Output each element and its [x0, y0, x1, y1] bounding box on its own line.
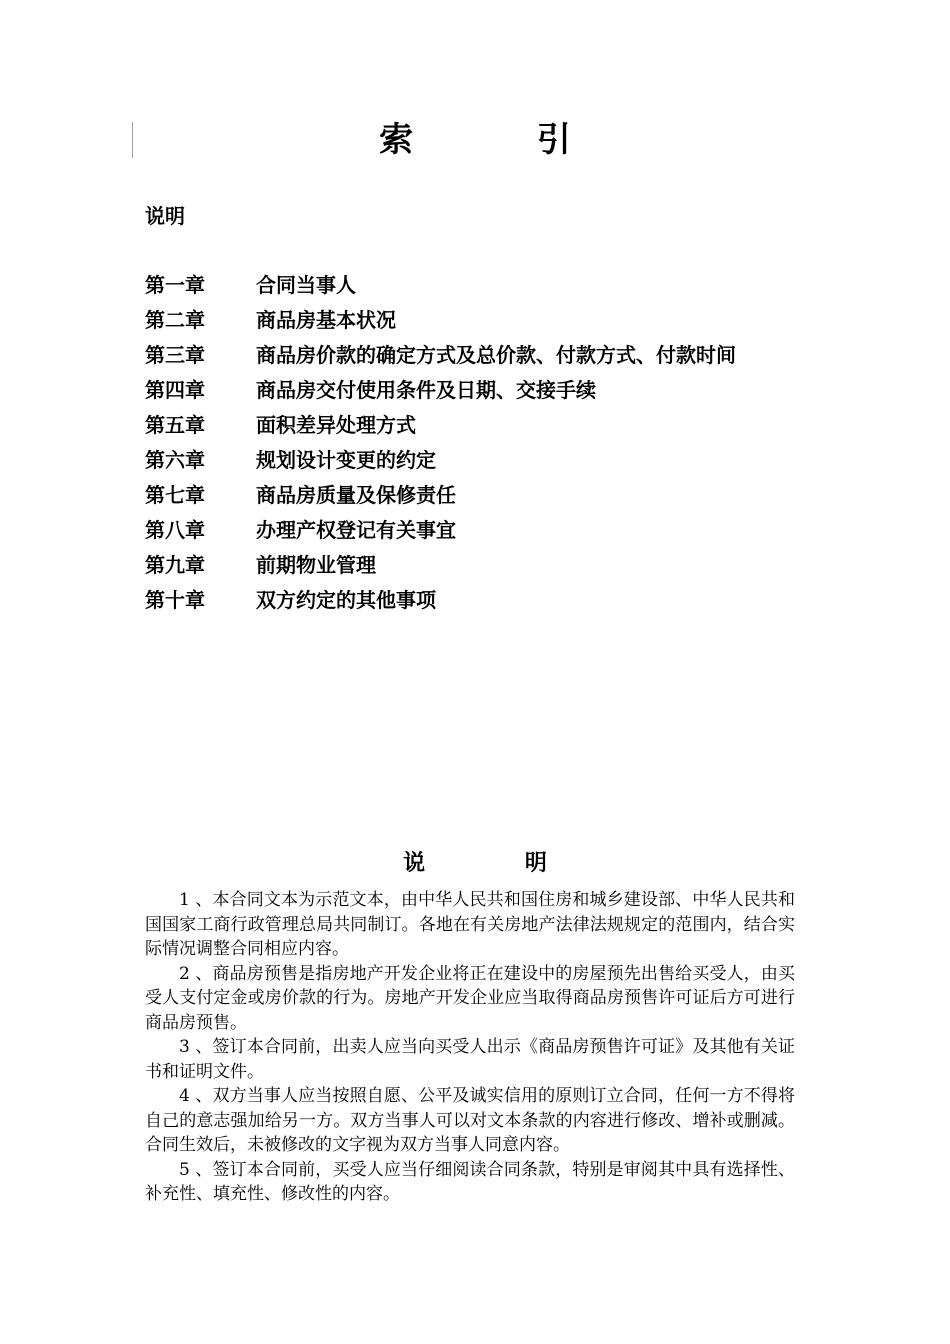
chapter-title: 商品房价款的确定方式及总价款、付款方式、付款时间 — [256, 343, 736, 367]
chapter-number: 第四章 — [145, 378, 205, 402]
note-paragraph-3: 3 、签订本合同前，出卖人应当向买受人出示《商品房预售许可证》及其他有关证书和证明文件。 — [145, 1037, 795, 1082]
chapter-number: 第七章 — [145, 483, 205, 507]
toc-item-explanation[interactable]: 说明 — [145, 204, 185, 228]
chapter-title: 商品房基本状况 — [256, 308, 396, 332]
chapter-number: 第二章 — [145, 308, 205, 332]
chapter-title: 面积差异处理方式 — [256, 413, 416, 437]
chapter-number: 第三章 — [145, 343, 205, 367]
note-paragraph-2: 2 、商品房预售是指房地产开发企业将正在建设中的房屋预先出售给买受人，由买受人支付定金或房价款的行为。房地产开发企业应当取得商品房预售许可证后方可进行商品房预售。 — [145, 963, 795, 1033]
note-paragraph-5: 5 、签订本合同前，买受人应当仔细阅读合同条款，特别是审阅其中具有选择性、补充性、填充性、修改性的内容。 — [145, 1159, 795, 1204]
chapter-number: 第五章 — [145, 413, 205, 437]
chapter-number: 第六章 — [145, 448, 205, 472]
toc-item-chapter-4[interactable] — [145, 375, 736, 410]
toc-item-chapter-8[interactable] — [145, 515, 736, 550]
toc-item-chapter-7[interactable] — [145, 480, 736, 515]
toc-item-chapter-5[interactable] — [145, 410, 736, 445]
chapter-number: 第十章 — [145, 588, 205, 612]
note-paragraph-1: 1 、本合同文本为示范文本，由中华人民共和国住房和城乡建设部、中华人民共和国国家工商行政管理总局共同制订。各地在有关房地产法律法规规定的范围内，结合实际情况调整合同相应内容。 — [145, 890, 795, 959]
chapter-number: 第八章 — [145, 518, 205, 542]
toc-item-chapter-9[interactable] — [145, 550, 736, 585]
notes-body — [145, 888, 795, 1207]
chapter-title: 商品房交付使用条件及日期、交接手续 — [256, 378, 596, 402]
toc-item-chapter-2[interactable] — [145, 305, 736, 340]
toc-item-chapter-10[interactable] — [145, 585, 736, 620]
table-of-contents — [145, 270, 736, 620]
chapter-title: 前期物业管理 — [256, 553, 376, 577]
chapter-title: 商品房质量及保修责任 — [256, 483, 456, 507]
note-paragraph-4: 4 、双方当事人应当按照自愿、公平及诚实信用的原则订立合同，任何一方不得将自己的意志强加给另一方。双方当事人可以对文本条款的内容进行修改、增补或删减。合同生效后，未被修改的文字视为双方当事人同意内容。 — [145, 1086, 795, 1155]
chapter-title: 办理产权登记有关事宜 — [256, 518, 456, 542]
chapter-title: 双方约定的其他事项 — [256, 588, 436, 612]
chapter-title: 规划设计变更的约定 — [256, 448, 436, 472]
chapter-number: 第一章 — [145, 273, 205, 297]
toc-item-chapter-6[interactable] — [145, 445, 736, 480]
chapter-title: 合同当事人 — [256, 273, 356, 297]
chapter-number: 第九章 — [145, 553, 205, 577]
notes-title: 说 明 — [403, 851, 593, 876]
toc-item-chapter-1[interactable] — [145, 270, 736, 305]
toc-item-chapter-3[interactable] — [145, 340, 736, 375]
index-title: 索 引 — [379, 120, 627, 160]
